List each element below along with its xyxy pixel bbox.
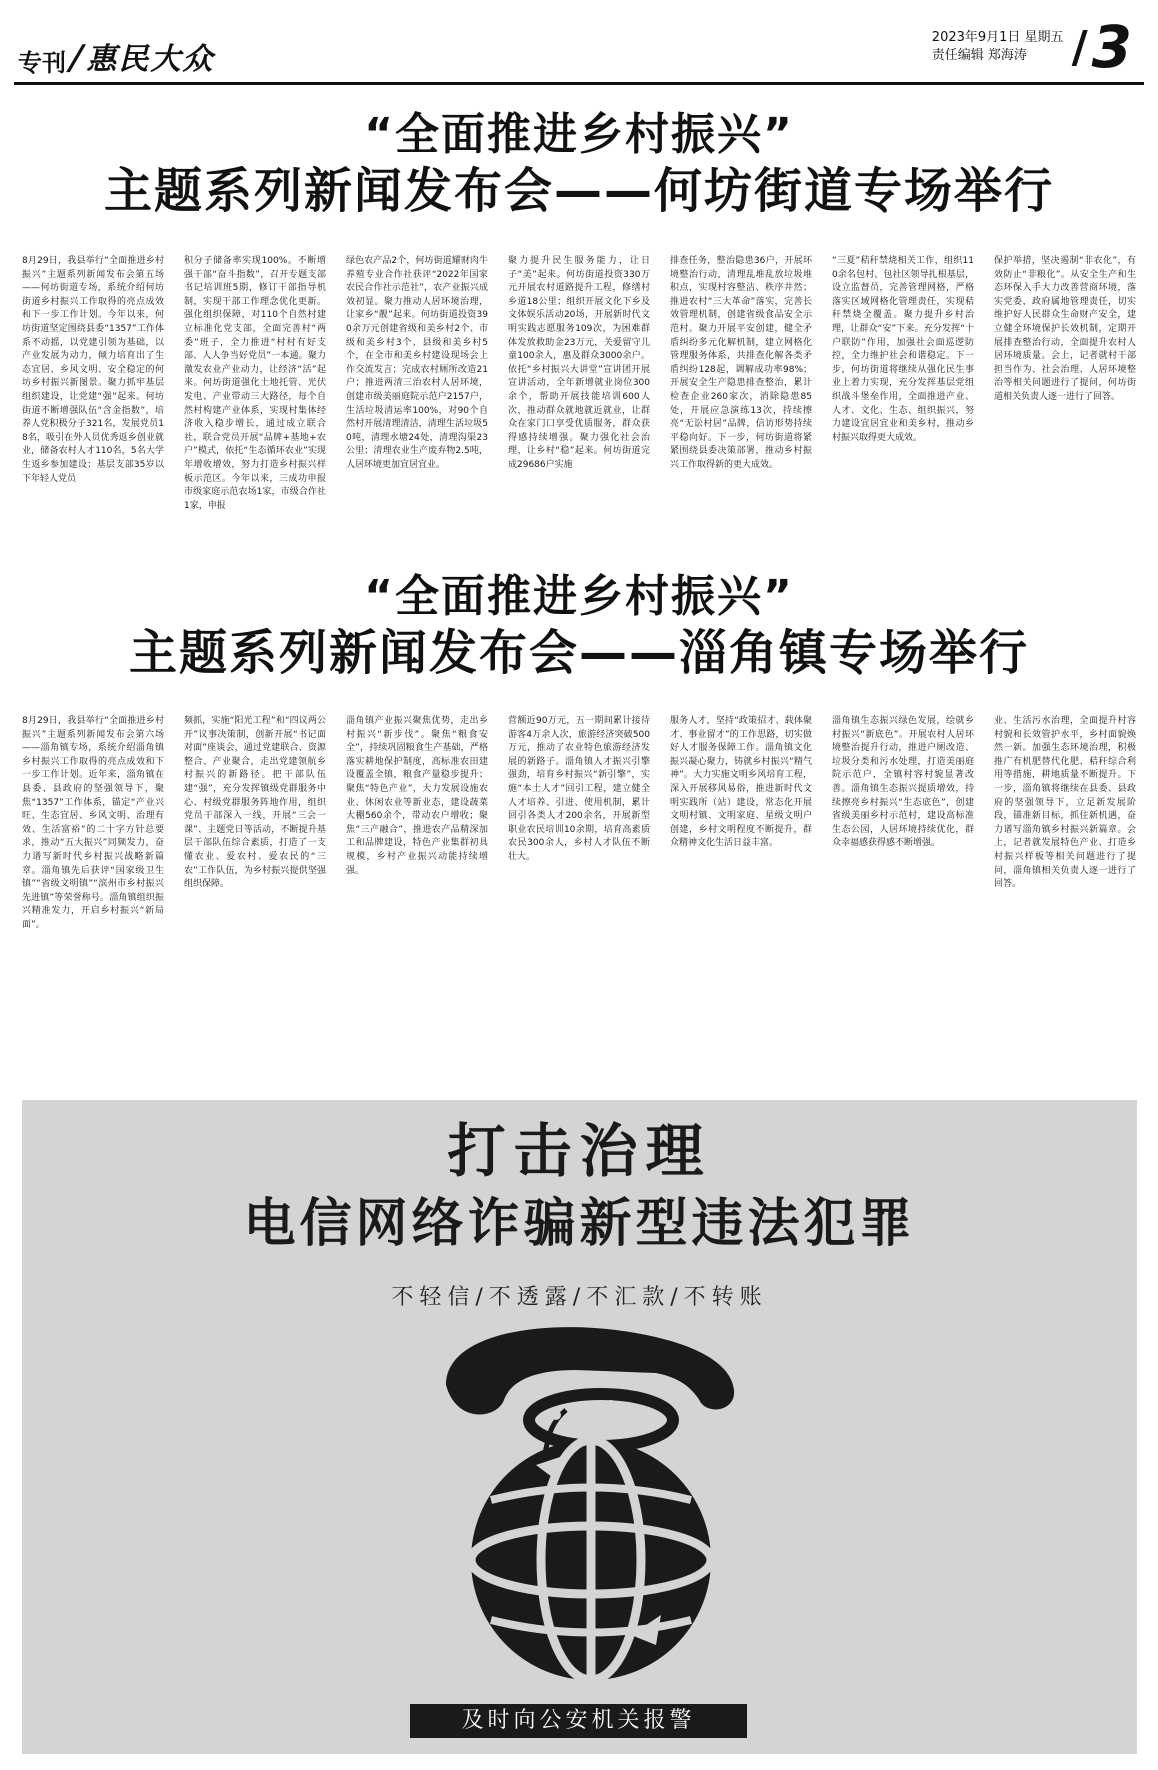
article-a-column: 绿色农产品2个，何坊街道耀财肉牛养殖专业合作社获评“2022年国家农民合作社示范社”，农产业振兴成效初显。聚力推动人居环境治理，让家乡“靓”起来。何坊街道投资390余万元创建省级和美乡村2个、市级和美乡村3个、县级和美乡村5个，在全市和美乡村建设现场会上作交流发言；完成农村厕所改造21户；推进两清三治农村人居环境，创建市级美丽庭院示范户2157户，生活垃圾清运率100%，对90个自然村开展清理清洁，清理生活垃圾50吨，清理水塘24处，清理沟渠23公里；清理农业生产废弃物2.5吨，人居环境更加宜居宜业。 xyxy=(346,255,488,545)
masthead-left xyxy=(18,34,214,78)
issue-meta xyxy=(932,29,1064,65)
article-b-headline xyxy=(0,570,1158,682)
article-b-column: 淄角镇生态振兴绿色发展，绘就乡村振兴“新底色”。开展农村人居环境整治提升行动，推进户厕改造、垃圾分类和污水处理，打造美丽庭院示范户，全镇村容村貌显著改善。淄角镇生态振兴提质增效，持续擦亮乡村振兴“生态底色”，创建省级美丽乡村示范村，建设高标准生态公园，人居环境持续优化，群众幸福感获得感不断增强。 xyxy=(832,715,974,1080)
ad-title-line2: 电信网络诈骗新型违法犯罪 xyxy=(243,1194,916,1254)
article-a-column: 保护举措，坚决遏制“非农化”，有效防止“非粮化”。从安全生产和生态环保入手大力改善营商环境，落实党委、政府属地管理责任，切实维护好人民群众生命财产安全，建立健全环境保护长效机制，定期开展排查整治行动，全面提升农村人居环境质量。会上，记者就村干部担当作为、社会治理、人居环境整治等相关问题进行了提问，何坊街道相关负责人逐一进行了回答。 xyxy=(994,255,1136,545)
slash-divider: / xyxy=(64,38,88,78)
article-b-column: 频抓，实施“阳光工程”和“四议两公开”议事决策制，创新开展“书记面对面”座谈会，通过党建联合、资源整合、产业聚合，走出党建领航乡村振兴的新路径。把干部队伍建“强”，充分发挥镇级党群服务中心、村级党群服务阵地作用，组织党员干部深入一线，开展“三会一课”、主题党日等活动，不断提升基层干部队伍综合素质，打造了一支懂农业、爱农村、爱农民的“三农”工作队伍，为乡村振兴提供坚强组织保障。 xyxy=(184,715,326,1080)
handset-icon xyxy=(446,1327,734,1414)
masthead xyxy=(0,0,1158,82)
article-b-title-line1: “全面推进乡村振兴” xyxy=(364,571,794,622)
masthead-rule xyxy=(14,82,1144,85)
article-a-column: “三夏”秸秆禁烧相关工作，组织110余名包村、包社区领导扎根基层，设立监督员，完善管理网格，严格落实区域网格化管理责任，实现秸秆禁烧全覆盖。聚力提升乡村治理，让群众“安”下来。充分发挥“十户联防”作用，加强社会面巡逻防控，全力维护社会和谐稳定。下一步，何坊街道将继续从强化民生事业上着力实现，充分发挥基层党组织战斗堡垒作用，全面推进产业、人才、文化、生态、组织振兴，努力建设宜居宜业和美乡村，推动乡村振兴取得更大成效。 xyxy=(832,255,974,545)
ad-slogan: 不轻信/不透露/不汇款/不转账 xyxy=(391,1285,768,1310)
article-b-column: 淄角镇产业振兴聚焦优势，走出乡村振兴“新步伐”。聚焦“粮食安全”，持续巩固粮食生产基础，严格落实耕地保护制度，高标准农田建设覆盖全镇，粮食产量稳步提升；聚焦“特色产业”，大力发展设施农业、休闲农业等新业态，建设蔬菜大棚560余个，带动农户增收；聚焦“三产融合”，推进农产品精深加工和品牌建设，特色产业集群初具规模，乡村产业振兴动能持续增强。 xyxy=(346,715,488,1080)
article-a-headline xyxy=(0,108,1158,220)
article-a-title-line1: “全面推进乡村振兴” xyxy=(364,109,794,160)
anti-fraud-ad xyxy=(22,1100,1137,1754)
article-a-column: 积分子储备率实现100%。不断增强干部“奋斗指数”，召开专题支部书记培训班5期，修订干部指导机制，实现干部工作理念优化更新。强化组织保障，对110个自然村建立标准化党支部，全面完善村“两委”班子，全力推进“村村有好支部、人人争当好党员”一本通。聚力激发农业产业动力，让经济“活”起来。何坊街道强化土地托管、光伏发电、产业带动三大路径，每个自然村构建产业体系，实现村集体经济收入稳步增长，通过成立联合社，联合党员开展“品牌+基地+农户”模式，依托“生态循环农业”实现年增收增效，努力打造乡村振兴样板示范区。今年以来，三成功申报市级家庭示范农场1家，市级合作社1家，申报 xyxy=(184,255,326,545)
article-b-body xyxy=(22,715,1136,1080)
issue-date: 2023年9月1日 星期五 xyxy=(931,30,1064,45)
section-label: 专刊 xyxy=(18,48,66,77)
article-a-column: 8月29日，我县举行“全面推进乡村振兴”主题系列新闻发布会第五场——何坊街道专场，系统介绍何坊街道乡村振兴工作取得的亮点成效和下一步工作计划。今年以来，何坊街道坚定围绕县委“1357”工作体系不动摇，以党建引领为基础，以产业发展为动力，倾力培育出了生态宜居、乡风文明、安全稳定的何坊乡村振兴新图景。聚力抓牢基层组织建设，让党建“强”起来。何坊街道不断增强队伍“含金指数”，培养人党积极分子321名，发展党员18名，吸引在外人员优秀返乡创业就业，储备农村人才110名，5名大学生返乡参加建设；基层支部35岁以下年轻人党员 xyxy=(22,255,164,545)
page-number: 3 xyxy=(1091,13,1132,81)
editor-line: 责任编辑 郑海涛 xyxy=(931,48,1027,63)
ad-title-line1: 打击治理 xyxy=(447,1117,712,1185)
article-a-title-line2: 主题系列新闻发布会——何坊街道专场举行 xyxy=(103,163,1054,219)
article-b-column: 服务人才，坚持“政策招才、载体聚才、事业留才”的工作思路，切实做好人才服务保障工作。淄角镇文化振兴凝心聚力，铸就乡村振兴“精气神”。大力实施文明乡风培育工程，深入开展移风易俗，推进新时代文明实践所（站）建设，常态化开展文明村镇、文明家庭、星级文明户创建，乡村文明程度不断提升，群众精神文化生活日益丰富。 xyxy=(670,715,812,1080)
article-b-column: 业、生活污水治理，全面提升村容村貌和长效管护水平，乡村面貌焕然一新。加强生态环境治理，积极推广有机肥替代化肥、秸秆综合利用等措施，耕地质量不断提升。下一步，淄角镇将继续在县委、县政府的坚强领导下，立足新发展阶段，锚准新目标，抓住新机遇，奋力谱写淄角镇乡村振兴新篇章。会上，记者就发展特色产业、打造乡村振兴样板等相关问题进行了提问，淄角镇相关负责人逐一进行了回答。 xyxy=(994,715,1136,1080)
article-a-column: 排查任务，整治隐患36户，开展环境整治行动，清理乱堆乱放垃圾堆积点，实现村容整洁、秩序井然；推进农村“三大革命”落实，完善长效管理机制，创建省级食品安全示范村。聚力开展平安创建，健全矛盾纠纷多元化解机制，建立网格化管理服务体系，共排查化解各类矛盾纠纷128起，调解成功率98%；开展安全生产隐患排查整治，累计检查企业260家次，消除隐患85处，开展应急演练13次，持续擦亮“无讼村居”品牌，信访形势持续平稳向好。下一步，何坊街道将紧紧围绕县委决策部署，推动乡村振兴工作取得新的更大成效。 xyxy=(670,255,812,545)
masthead-right xyxy=(931,13,1132,81)
paper-name-logo: 惠民大众 xyxy=(86,42,215,77)
slash-divider: / xyxy=(1071,21,1088,73)
article-a-column: 聚力提升民生服务能力，让日子“美”起来。何坊街道投资330万元开展农村道路提升工程，修缮村乡道18公里；组织开展文化下乡及文体娱乐活动20场，开展新时代文明实践志愿服务109次，为困难群体发放救助金23万元，关爱留守儿童100余人，惠及群众3000余户。依托“乡村振兴大讲堂”宣讲团开展宣讲活动，全年新增就业岗位300余个，帮助开展技能培训600人次，推动群众就地就近就业，让群众在家门口享受优质服务，群众获得感持续增强。聚力强化社会治理，让乡村“稳”起来。何坊街道完成29686户实施 xyxy=(508,255,650,545)
article-a-body xyxy=(22,255,1136,545)
article-b-column: 营额近90万元，五一期间累计接待游客4万余人次，旅游经济突破500万元，推动了农业特色旅游经济发展的新路子。淄角镇人才振兴引擎强劲，培育乡村振兴“新引擎”，实施“本土人才”回引工程，建立健全人才培养、引进、使用机制，累计回引各类人才200余名，开展新型职业农民培训10余期，培育高素质农民300余人，乡村人才队伍不断壮大。 xyxy=(508,715,650,1080)
ad-report-banner: 及时向公安机关报警 xyxy=(410,1704,747,1738)
globe-icon xyxy=(471,1440,711,1680)
article-b-column: 8月29日，我县举行“全面推进乡村振兴”主题系列新闻发布会第六场——淄角镇专场，系统介绍淄角镇乡村振兴工作取得的亮点成效和下一步工作计划。近年来，淄角镇在县委、县政府的坚强领导下，聚焦“1357”工作体系，锚定“产业兴旺、生态宜居、乡风文明、治理有效、生活富裕”的二十字方针总要求，推动“五大振兴”同频发力，奋力谱写新时代乡村振兴战略新篇章。淄角镇先后获评“国家级卫生镇”“省级文明镇”“滨州市乡村振兴先进镇”等荣誉称号。淄角镇组织振兴精准发力，开启乡村振兴“新局面”。 xyxy=(22,715,164,1080)
globe-telephone-illustration xyxy=(416,1315,756,1695)
article-b-title-line2: 主题系列新闻发布会——淄角镇专场举行 xyxy=(128,625,1029,681)
